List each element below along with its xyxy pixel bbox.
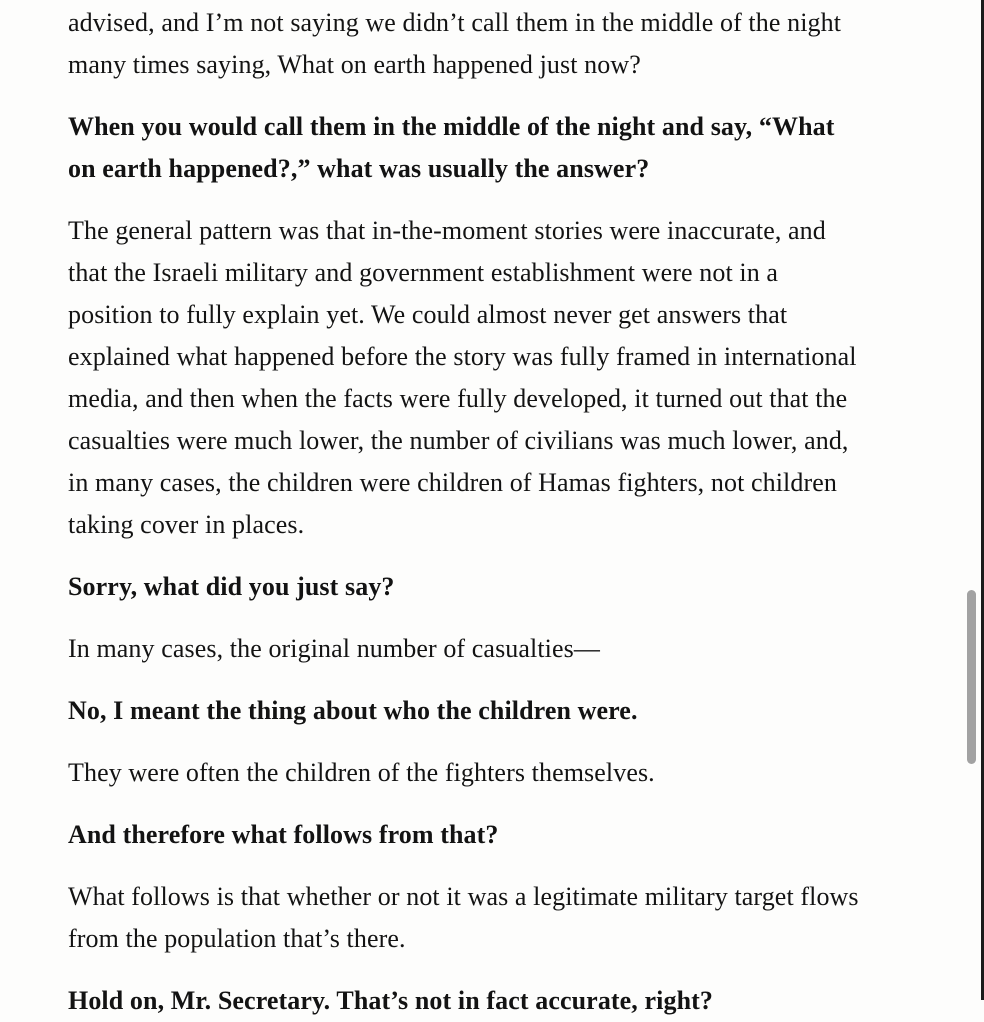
answer-paragraph: advised, and I’m not saying we didn’t call them in the middle of the night many times saying, What on earth happened just now? <box>68 8 842 79</box>
question-paragraph: And therefore what follows from that? <box>68 820 499 849</box>
question-paragraph: When you would call them in the middle of the night and say, “What on earth happened?,” what was usually the answer? <box>68 112 835 183</box>
question-paragraph: Hold on, Mr. Secretary. That’s not in fact accurate, right? <box>68 986 713 1015</box>
scrollbar-track[interactable] <box>966 0 978 1000</box>
answer-paragraph: What follows is that whether or not it was a legitimate military target flows from the population that’s there. <box>68 882 859 953</box>
scrollbar-thumb[interactable] <box>967 590 976 764</box>
question-paragraph: No, I meant the thing about who the children were. <box>68 696 638 725</box>
answer-paragraph: They were often the children of the fighters themselves. <box>68 758 655 787</box>
answer-paragraph: In many cases, the original number of casualties— <box>68 634 600 663</box>
answer-paragraph: The general pattern was that in-the-moment stories were inaccurate, and that the Israeli military and government establishment were not in a position to fully explain yet. We could almost never get answers that explained what happened before the story was fully framed in international media, and then when the facts were fully developed, it turned out that the casualties were much lower, the number of civilians was much lower, and, in many cases, the children were children of Hamas fighters, not children taking cover in places. <box>68 216 857 539</box>
question-paragraph: Sorry, what did you just say? <box>68 572 395 601</box>
